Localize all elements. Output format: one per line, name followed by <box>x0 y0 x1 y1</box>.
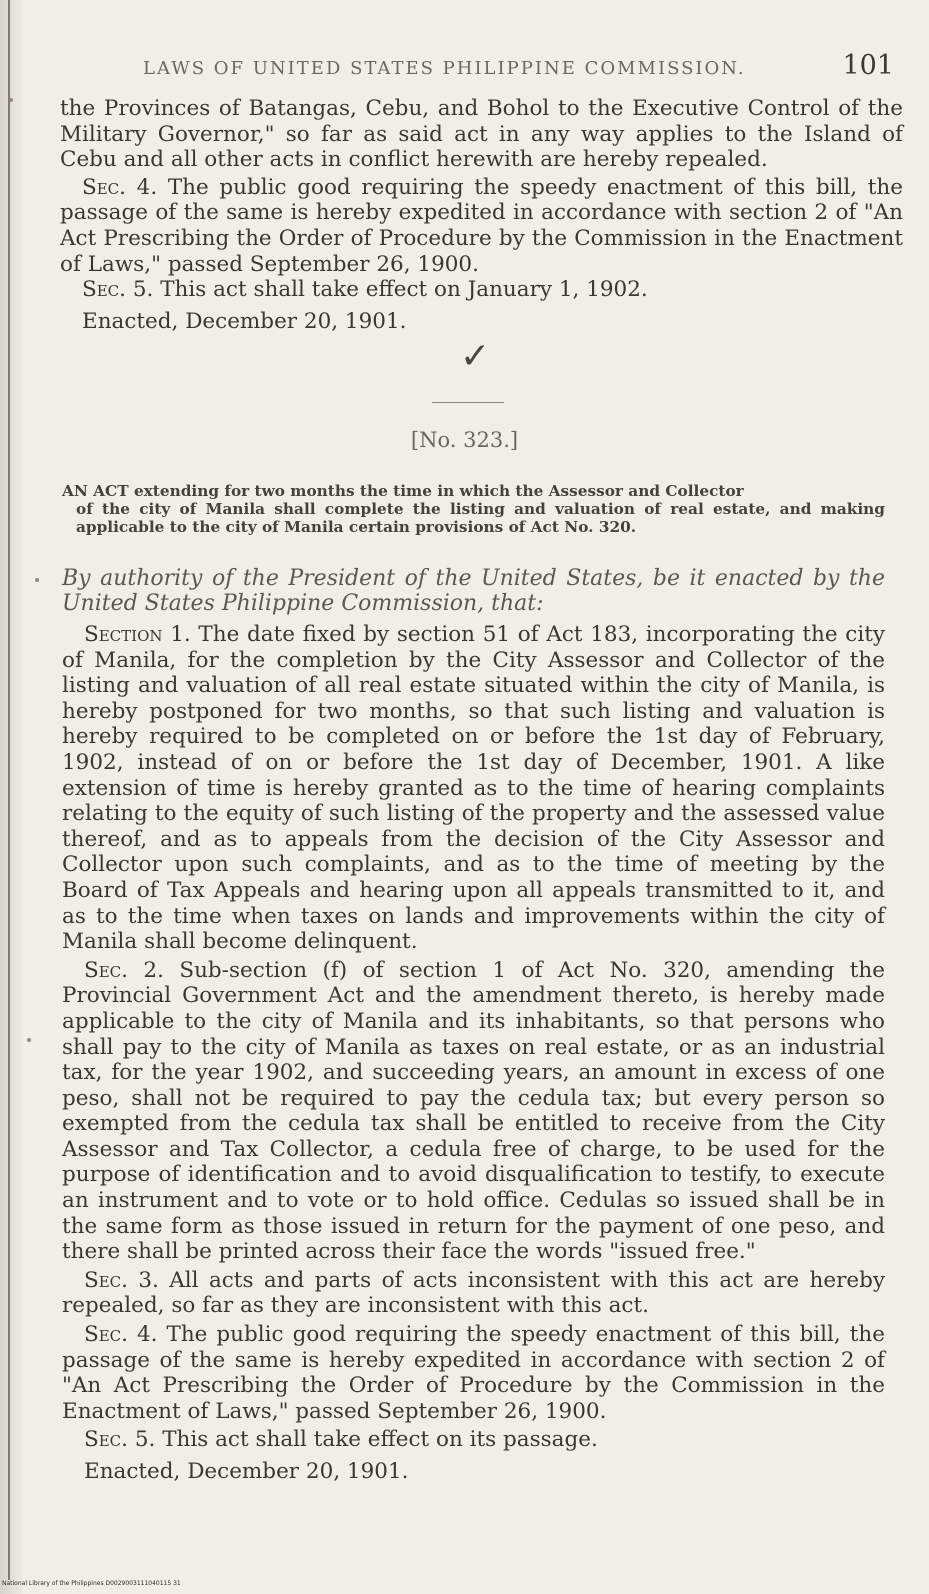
section-divider <box>432 402 504 403</box>
running-head <box>135 50 900 86</box>
act-title <box>62 482 885 536</box>
page-number: 101 <box>842 50 894 81</box>
section-text: The date fixed by section 51 of Act 183, incorporating the city of Manila, for the completion by the City Assessor and Collector of the listing and valuation of all real estate situated within the city of Manila, is hereby postponed for two months, so that such listing and valuation is hereby required to be completed on or before the 1st day of February, 1902, instead of on or before the 1st day of December, 1901. A like extension of time is hereby granted as to the time of hearing complaints relating to the equity of such listing of the property and the assessed value thereof, and as to appeals from the decision of the City Assessor and Collector upon such complaints, and as to the time of meeting by the Board of Tax Appeals and hearing upon all appeals transmitted to it, and as to the time when taxes on lands and improvements within the city of Manila shall become delinquent. <box>62 622 886 955</box>
section-label: Section 1. <box>84 622 191 647</box>
enacted-date: Enacted, December 20, 1901. <box>82 308 407 334</box>
binding-line <box>8 0 10 1580</box>
enacting-clause: By authority of the President of the United States, be it enacted by the United States Philippine Commission, that: <box>62 566 885 616</box>
section-text: All acts and parts of acts inconsistent with this act are hereby repealed, so far as they are inconsistent with this act. <box>62 1267 885 1319</box>
act-title-text: extending for two months the time in which the Assessor and Collector <box>133 482 744 500</box>
act-title-lead: AN ACT <box>62 482 129 500</box>
section-text: The public good requiring the speedy enactment of this bill, the passage of the same is hereby expedited in accordance with section 2 of "An Act Prescribing the Order of Procedure by the Commission in the Enactment of Laws," passed September 26, 1900. <box>62 1322 885 1424</box>
section-text: Sub-section (f) of section 1 of Act No. 320, amending the Provincial Government Act and the amendment thereto, is hereby made applicable to the city of Manila and its inhabitants, so that persons who shall pay to the city of Manila as taxes on real estate, or as an industrial tax, for the year 1902, and succeeding years, an amount in excess of one peso, shall not be required to pay the cedula tax; but every person so exempted from the cedula tax shall be entitled to receive from the City Assessor and Tax Collector, a cedula free of charge, to be used for the purpose of identification and to avoid disqualification to testify, to execute an instrument and to vote or to hold office. Cedulas so issued shall be in the same form as those issued in return for the payment of one peso, and there shall be printed across their face the words "issued free." <box>62 957 885 1265</box>
act-number: [No. 323.] <box>410 428 519 452</box>
act-body <box>62 622 885 1485</box>
act-title-continuation: of the city of Manila shall complete the listing and valuation of real estate, and making applicable to the city of Manila certain provisions of Act No. 320. <box>76 500 885 536</box>
binding-mark <box>27 1038 31 1042</box>
section-paragraph <box>62 1427 885 1453</box>
previous-act-tail <box>60 96 903 335</box>
section-text: This act shall take effect on its passage. <box>162 1427 598 1453</box>
enacted-date: Enacted, December 20, 1901. <box>84 1459 409 1484</box>
section-label: Sec. 3. <box>84 1267 159 1293</box>
binding-mark <box>35 578 39 582</box>
check-mark-icon: ✓ <box>460 336 491 377</box>
section-paragraph <box>62 1322 885 1424</box>
scan-footer: National Library of the Philippines D0029003111040115 31 <box>2 1580 181 1587</box>
continuation-paragraph: the Provinces of Batangas, Cebu, and Bohol to the Executive Control of the Military Governor," so far as said act in any way applies to the Island of Cebu and all other acts in conflict herewith are hereby repealed. <box>60 96 903 173</box>
section-label: Sec. 5. <box>84 1427 156 1453</box>
section-paragraph <box>60 277 903 303</box>
section-paragraph <box>60 175 903 277</box>
binding-mark <box>9 98 13 102</box>
section-text: This act shall take effect on January 1, 1902. <box>160 277 648 303</box>
section-paragraph <box>62 958 885 1265</box>
section-label: Sec. 2. <box>84 957 164 983</box>
section-label: Sec. 4. <box>82 174 158 200</box>
section-text: The public good requiring the speedy enactment of this bill, the passage of the same is hereby expedited in accordance with section 2 of "An Act Prescribing the Order of Procedure by the Commission in the Enactment of Laws," passed September 26, 1900. <box>60 174 903 277</box>
section-paragraph <box>62 622 885 955</box>
running-head-title: LAWS OF UNITED STATES PHILIPPINE COMMISSION. <box>143 58 746 79</box>
section-label: Sec. 4. <box>84 1322 158 1348</box>
page-binding-edge <box>0 0 22 1594</box>
section-label: Sec. 5. <box>82 277 154 303</box>
section-paragraph <box>62 1268 885 1319</box>
